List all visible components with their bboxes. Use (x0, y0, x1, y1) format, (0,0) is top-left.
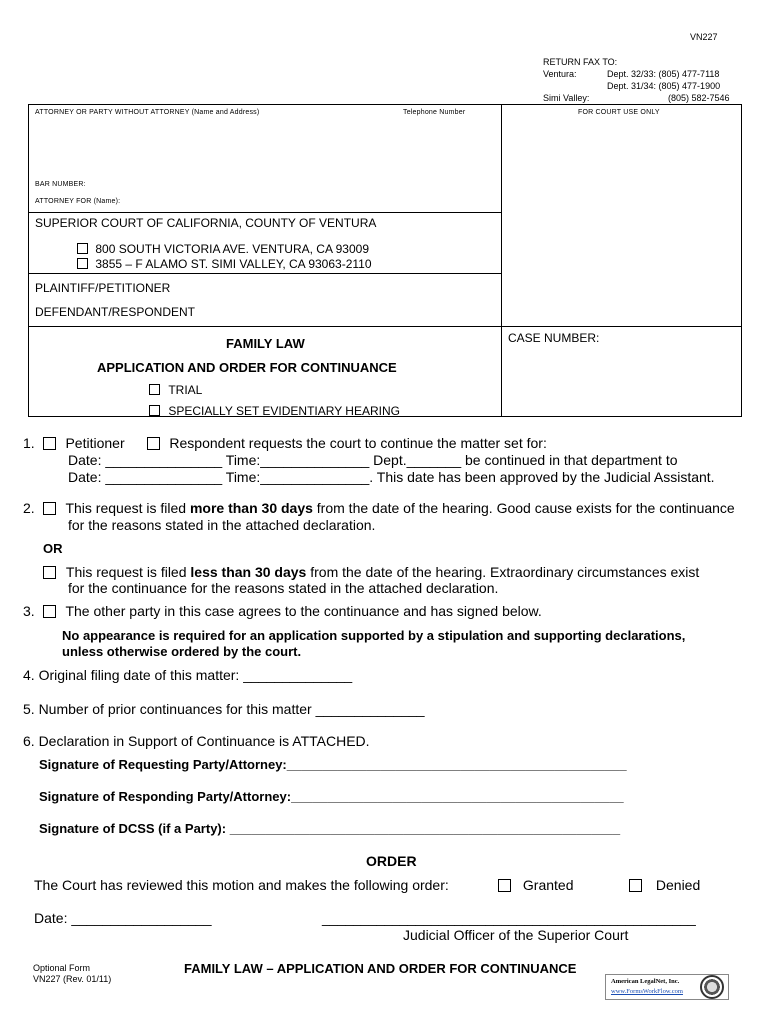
item1-line3: Date: _______________ Time:______________. This date has been approved by the Judicial Assistant. (68, 469, 715, 485)
item1-row (23, 435, 547, 451)
fax-simi-label: Simi Valley: (543, 93, 590, 103)
address1-row[interactable] (77, 242, 369, 256)
item2-pre: This request is filed (65, 500, 190, 516)
evidentiary-checkbox[interactable] (149, 405, 160, 416)
denied-option[interactable] (629, 877, 700, 893)
item1-line2: Date: _______________ Time:______________ Dept._______ be continued in that department to (68, 452, 678, 468)
trial-option[interactable] (149, 383, 202, 397)
court-divider (28, 273, 501, 274)
trial-label: TRIAL (168, 383, 203, 397)
fax-heading: RETURN FAX TO: (543, 57, 618, 67)
order-heading: ORDER (366, 853, 417, 869)
fax-line1: Dept. 32/33: (805) 477-7118 (607, 69, 720, 79)
petitioner-checkbox[interactable] (43, 437, 56, 450)
fax-line2: Dept. 31/34: (805) 477-1900 (607, 81, 721, 91)
judicial-signature-line[interactable]: ________________________________________________ (322, 910, 696, 926)
item2-row (23, 500, 735, 516)
item2b-post: from the date of the hearing. Extraordinary circumstances exist (306, 564, 700, 580)
more-than-30-checkbox[interactable] (43, 502, 56, 515)
telephone-label: Telephone Number (403, 109, 466, 116)
signature-requesting[interactable]: Signature of Requesting Party/Attorney:_______________________________________________ (39, 757, 627, 772)
item3-row (23, 603, 542, 619)
item6: 6. Declaration in Support of Continuance is ATTACHED. (23, 733, 370, 749)
item1-number: 1. (23, 435, 35, 451)
respondent-checkbox[interactable] (147, 437, 160, 450)
court-use-divider (501, 104, 502, 417)
item3-number: 3. (23, 603, 35, 619)
order-text: The Court has reviewed this motion and makes the following order: (34, 877, 449, 893)
address2-checkbox[interactable] (77, 258, 88, 269)
attorney-divider (28, 212, 501, 213)
item2b-row (43, 564, 699, 580)
court-name: SUPERIOR COURT OF CALIFORNIA, COUNTY OF VENTURA (35, 216, 377, 230)
plaintiff-label: PLAINTIFF/PETITIONER (35, 281, 171, 295)
item3-note2: unless otherwise ordered by the court. (62, 644, 302, 659)
trial-checkbox[interactable] (149, 384, 160, 395)
item3-note1: No appearance is required for an application supported by a stipulation and supporting declarations, (62, 628, 686, 643)
footer-title: FAMILY LAW – APPLICATION AND ORDER FOR CONTINUANCE (184, 961, 577, 976)
address1-checkbox[interactable] (77, 243, 88, 254)
or-label: OR (43, 541, 63, 556)
respondent-label: Respondent requests the court to continue the matter set for: (169, 435, 547, 451)
address2-row[interactable] (77, 257, 372, 271)
title-divider (28, 326, 742, 327)
item2b-bold: less than 30 days (190, 564, 307, 580)
item5: 5. Number of prior continuances for this matter ______________ (23, 701, 425, 717)
order-date-line[interactable]: Date: __________________ (34, 910, 212, 926)
evidentiary-label: SPECIALLY SET EVIDENTIARY HEARING (168, 404, 400, 418)
granted-checkbox[interactable] (498, 879, 511, 892)
item2b-pre: This request is filed (65, 564, 191, 580)
footer-optional: Optional Form (33, 963, 91, 973)
publisher-url[interactable]: www.FormsWorkFlow.com (611, 988, 683, 995)
fax-line3: (805) 582-7546 (668, 93, 730, 103)
denied-checkbox[interactable] (629, 879, 642, 892)
form-code-top: VN227 (690, 32, 718, 42)
publisher-logo-icon (700, 975, 724, 999)
denied-label: Denied (655, 877, 701, 893)
item2-number: 2. (23, 500, 35, 516)
judicial-officer-label: Judicial Officer of the Superior Court (403, 927, 629, 943)
attorney-label: ATTORNEY OR PARTY WITHOUT ATTORNEY (Name and Address) (35, 109, 260, 116)
signature-responding[interactable]: Signature of Responding Party/Attorney:______________________________________________ (39, 789, 624, 804)
signature-dcss[interactable]: Signature of DCSS (if a Party): ______________________________________________________ (39, 821, 621, 836)
court-use-label: FOR COURT USE ONLY (578, 109, 660, 116)
item2b-line2: for the continuance for the reasons stated in the attached declaration. (68, 580, 499, 596)
item2-bold: more than 30 days (189, 500, 313, 516)
granted-option[interactable] (498, 877, 573, 893)
defendant-label: DEFENDANT/RESPONDENT (35, 305, 196, 319)
item3-text: The other party in this case agrees to the continuance and has signed below. (65, 603, 542, 619)
item2-line2: for the reasons stated in the attached declaration. (68, 517, 376, 533)
case-number-label: CASE NUMBER: (508, 331, 600, 345)
attorney-for-label: ATTORNEY FOR (Name): (35, 198, 121, 205)
title-application: APPLICATION AND ORDER FOR CONTINUANCE (97, 360, 397, 375)
fax-ventura-label: Ventura: (543, 69, 577, 79)
granted-label: Granted (522, 877, 574, 893)
less-than-30-checkbox[interactable] (43, 566, 56, 579)
title-family-law: FAMILY LAW (226, 336, 305, 351)
item4: 4. Original filing date of this matter: ______________ (23, 667, 353, 683)
publisher-name: American LegalNet, Inc. (611, 978, 680, 985)
footer-code: VN227 (Rev. 01/11) (33, 974, 112, 984)
stipulation-checkbox[interactable] (43, 605, 56, 618)
evidentiary-option[interactable] (149, 404, 400, 418)
bar-number-label: BAR NUMBER: (35, 181, 86, 188)
item2-post: from the date of the hearing. Good cause exists for the continuance (312, 500, 735, 516)
petitioner-label: Petitioner (65, 435, 125, 451)
address1-text: 800 SOUTH VICTORIA AVE. VENTURA, CA 93009 (95, 242, 370, 256)
address2-text: 3855 – F ALAMO ST. SIMI VALLEY, CA 93063-2110 (95, 257, 372, 271)
